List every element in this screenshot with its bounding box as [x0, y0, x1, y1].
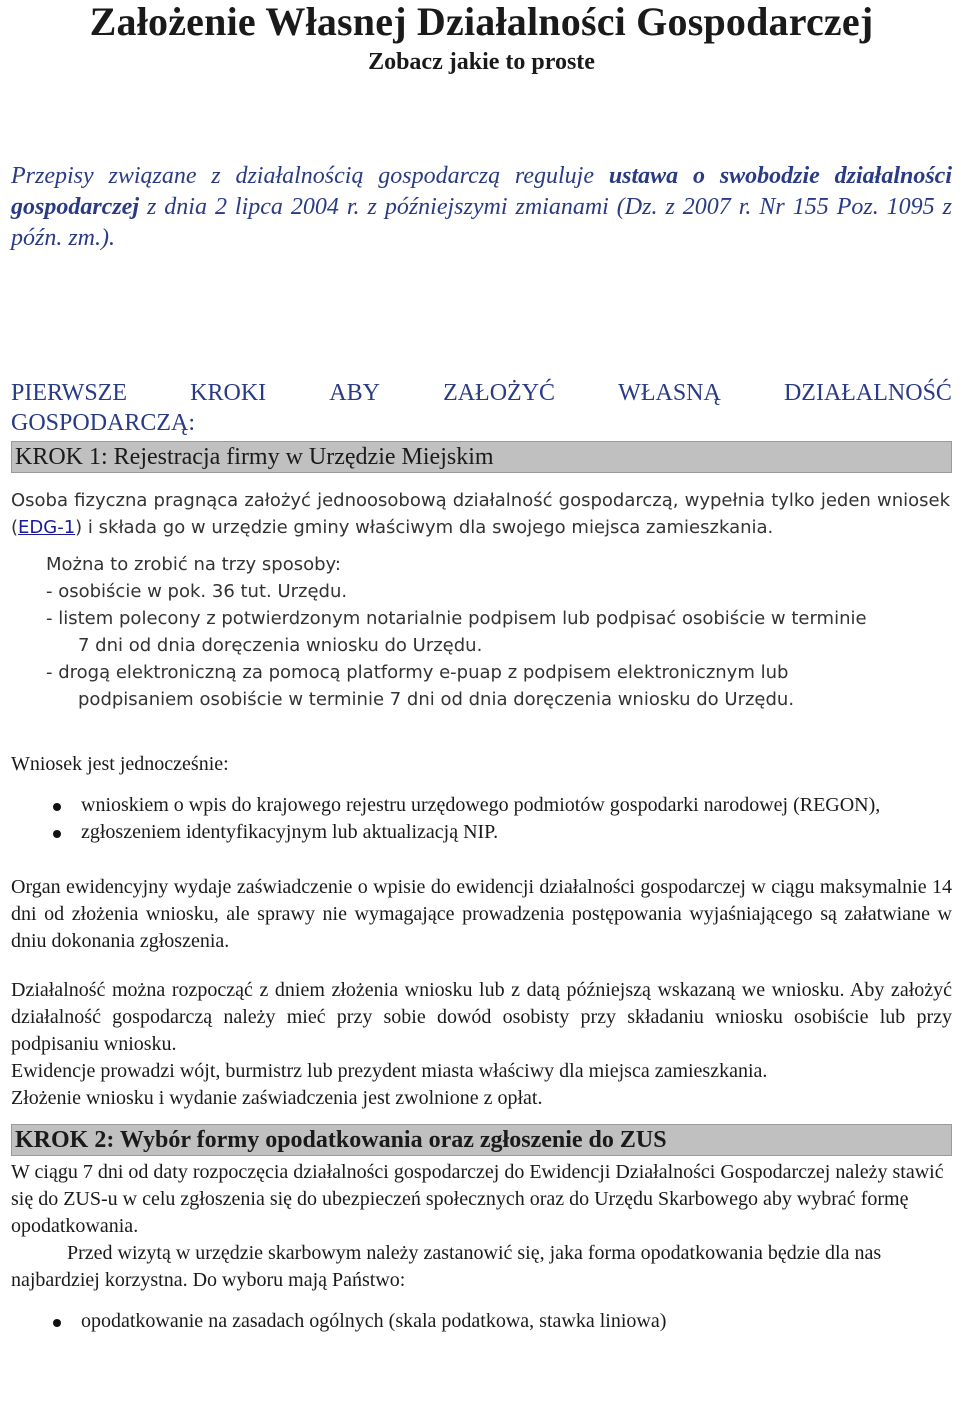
bullet-icon	[11, 792, 81, 819]
ways-heading: Można to zrobić na trzy sposoby:	[46, 554, 341, 575]
steps-heading-word: ZAŁOŻYĆ	[443, 380, 556, 406]
list-item-text: zgłoszeniem identyfikacyjnym lub aktualizacją NIP.	[81, 821, 499, 843]
way-electronic	[46, 659, 948, 713]
way-electronic-line1: drogą elektroniczną za pomocą platformy e-puap z podpisem elektronicznym lub	[58, 662, 789, 683]
steps-heading-line1	[11, 378, 952, 408]
ewidencje-paragraph: Ewidencje prowadzi wójt, burmistrz lub prezydent miasta właściwy dla miejsca zamieszkania.	[11, 1060, 768, 1082]
steps-heading-word: WŁASNĄ	[618, 380, 721, 406]
list-item	[11, 1308, 948, 1335]
bullet-icon	[11, 1308, 81, 1335]
krok2-heading: KROK 2: Wybór formy opodatkowania oraz zgłoszenie do ZUS	[11, 1124, 952, 1156]
krok2-paragraph2: Przed wizytą w urzędzie skarbowym należy zastanowić się, jaka forma opodatkowania będzie dla nas najbardziej korzystna. Do wyboru mają Państwo:	[11, 1242, 882, 1291]
ways-list	[46, 551, 952, 713]
start-info	[11, 977, 952, 1112]
wniosek-list	[11, 792, 952, 846]
page-title: Założenie Własnej Działalności Gospodarczej	[89, 0, 874, 44]
steps-heading-word: KROKI	[190, 380, 267, 406]
way-registered-mail-line2: 7 dni od dnia doręczenia wniosku do Urzędu.	[78, 635, 483, 656]
steps-heading	[11, 378, 952, 438]
list-item	[11, 792, 952, 819]
law-act-name: ustawa o swobodzie działalności gospodarczej	[11, 163, 952, 220]
krok1-intro	[11, 487, 952, 541]
organ-paragraph: Organ ewidencyjny wydaje zaświadczenie o wpisie do ewidencji działalności gospodarczej w ciągu maksymalnie 14 dni od złożenia wniosku, ale sprawy nie wymagające prowadzenia postępowania wyjaśniającego są załatwiane w dniu dokonania zgłoszenia.	[11, 876, 952, 952]
law-text-start: Przepisy związane z działalnością gospodarczą reguluje	[11, 163, 609, 189]
krok2-paragraph1: W ciągu 7 dni od daty rozpoczęcia działalności gospodarczej do Ewidencji Działalności Gospodarczej należy stawić się do ZUS-u w celu zgłoszenia się do ubezpieczeń społecznych oraz do Urzędu Skarbowego aby wybrać formę opodatkowania.	[11, 1161, 944, 1237]
way-dash: -	[46, 608, 53, 629]
edg1-link[interactable]: EDG-1	[18, 517, 76, 538]
way-registered-mail	[46, 605, 948, 659]
list-item-text: opodatkowanie na zasadach ogólnych (skala podatkowa, stawka liniowa)	[81, 1310, 667, 1332]
list-item-text: wnioskiem o wpis do krajowego rejestru urzędowego podmiotów gospodarki narodowej (REGON),	[81, 794, 881, 816]
law-text-end: z dnia 2 lipca 2004 r. z późniejszymi zmianami (Dz. z 2007 r. Nr 155 Poz. 1095 z późn. zm.).	[11, 194, 952, 251]
steps-heading-word: DZIAŁALNOŚĆ	[783, 380, 952, 406]
steps-heading-word: PIERWSZE	[11, 380, 128, 406]
tax-options-list	[11, 1308, 948, 1335]
bullet-icon	[11, 819, 81, 846]
list-item	[11, 819, 952, 846]
way-registered-mail-line1: listem polecony z potwierdzonym notarialnie podpisem lub podpisać osobiście w terminie	[58, 608, 867, 629]
law-paragraph	[11, 161, 952, 254]
dzialalnosc-paragraph: Działalność można rozpocząć z dniem złożenia wniosku lub z datą późniejszą wskazaną we wniosku. Aby założyć działalność gospodarczą należy mieć przy sobie dowód osobisty przy składaniu wniosku osobiście lub przy podpisaniu wniosku.	[11, 979, 952, 1055]
steps-heading-word: ABY	[329, 380, 380, 406]
wniosek-heading: Wniosek jest jednocześnie:	[11, 753, 229, 775]
krok2-section	[11, 1156, 952, 1335]
zlozenie-paragraph: Złożenie wniosku i wydanie zaświadczenia jest zwolnione z opłat.	[11, 1087, 543, 1109]
way-in-person: - osobiście w pok. 36 tut. Urzędu.	[46, 581, 348, 602]
way-dash: -	[46, 662, 53, 683]
krok1-intro-end: ) i składa go w urzędzie gminy właściwym dla swojego miejsca zamieszkania.	[75, 517, 774, 538]
krok1-heading: KROK 1: Rejestracja firmy w Urzędzie Miejskim	[11, 441, 952, 473]
krok1-intro-start: Osoba fizyczna pragnąca założyć jednoosobową działalność gospodarczą, wypełnia tylko jeden wniosek (	[11, 490, 950, 538]
way-electronic-line2: podpisaniem osobiście w terminie 7 dni od dnia doręczenia wniosku do Urzędu.	[78, 689, 795, 710]
steps-heading-line2: GOSPODARCZĄ:	[11, 410, 196, 436]
page-subtitle: Zobacz jakie to proste	[368, 49, 595, 75]
